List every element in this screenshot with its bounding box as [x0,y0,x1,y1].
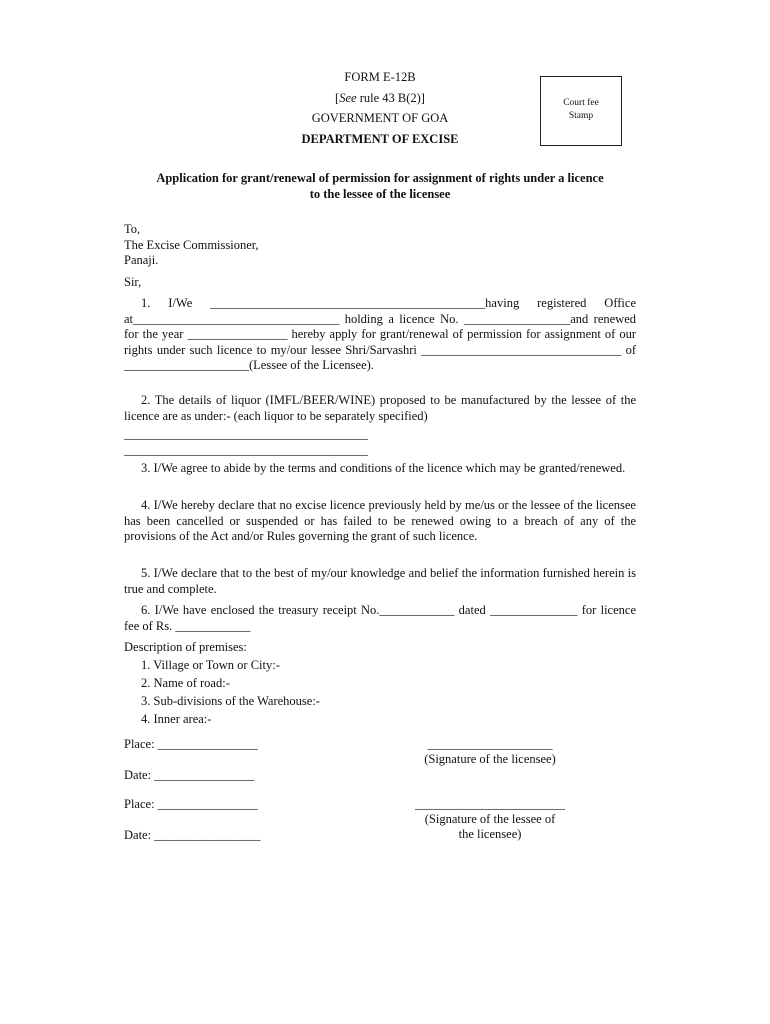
paragraph-3 [124,461,636,477]
licensee-signature-label: (Signature of the licensee) [424,752,556,766]
title-line1: Application for grant/renewal of permission for assignment of rights under a licence [156,171,604,185]
government-name: GOVERNMENT OF GOA [311,111,449,125]
paragraph-5 [124,566,636,597]
premises-item: 1. Village or Town or City:- [141,658,280,672]
paragraph-3-text: 3. I/We agree to abide by the terms and conditions of the licence which may be granted/renewed. [141,461,626,475]
court-fee-stamp-box [540,76,622,146]
paragraph-5-text: 5. I/We declare that to the best of my/our knowledge and belief the information furnished herein is true and complete. [124,566,636,596]
paragraph-2-text: 2. The details of liquor (IMFL/BEER/WINE) proposed to be manufactured by the lessee of the licence are as under:- (each liquor to be separately specified) [124,393,636,423]
stamp-label-line1: Court fee [563,98,599,108]
paragraph-6 [124,603,636,634]
title-line2: to the lessee of the licensee [309,187,451,201]
address-line2: Panaji. [124,253,159,267]
rule-prefix: [ [335,90,340,105]
liquor-blank-1: _______________________________________ [124,427,368,441]
lessee-signature-label-2: the licensee) [458,827,522,841]
paragraph-1 [124,296,636,374]
address-line1: The Excise Commissioner, [124,238,259,252]
liquor-blank-2: _______________________________________ [124,443,368,457]
form-header [270,67,490,149]
lessee-signature-line: ________________________ [415,797,565,811]
place-field-1: Place: ________________ [124,737,258,751]
place-field-2: Place: ________________ [124,797,258,811]
paragraph-4 [124,498,636,545]
rule-rest: rule 43 B(2)] [356,90,425,105]
date-field-2: Date: _________________ [124,828,261,842]
stamp-label-line2: Stamp [568,111,594,121]
premises-item: 3. Sub-divisions of the Warehouse:- [141,694,320,708]
premises-item: 4. Inner area:- [141,712,212,726]
date-field-1: Date: ________________ [124,768,255,782]
address-to: To, [124,222,141,236]
rule-reference [270,88,490,109]
paragraph-6-text: 6. I/We have enclosed the treasury receipt No.____________ dated ______________ for licence fee of Rs. ____________ [124,603,636,633]
premises-title: Description of premises: [124,640,247,654]
licensee-signature-line: ____________________ [427,737,553,751]
paragraph-1-text: 1. I/We ____________________________________________having registered Office at_________________________________ holding a licence No. _________________and renewed for the year ________________ hereby apply for grant/renewal of permission for assignment of our rights under such licence to my/our lessee Shri/Sarvashri ________________________________ of ____________________(Lessee of the Licensee). [124,296,636,373]
paragraph-2 [124,393,636,424]
rule-see: See [339,90,357,105]
application-title [120,170,640,202]
paragraph-4-text: 4. I/We hereby declare that no excise licence previously held by me/us or the lessee of the licensee has been cancelled or suspended or has failed to be renewed owing to a breach of any of the provisions of the Act and/or Rules governing the grant of such licence. [124,498,636,544]
salutation: Sir, [124,275,142,289]
form-number: FORM E-12B [344,70,416,84]
lessee-signature-label-1: (Signature of the lessee of [424,812,556,826]
premises-item: 2. Name of road:- [141,676,230,690]
department-name: DEPARTMENT OF EXCISE [301,131,459,146]
